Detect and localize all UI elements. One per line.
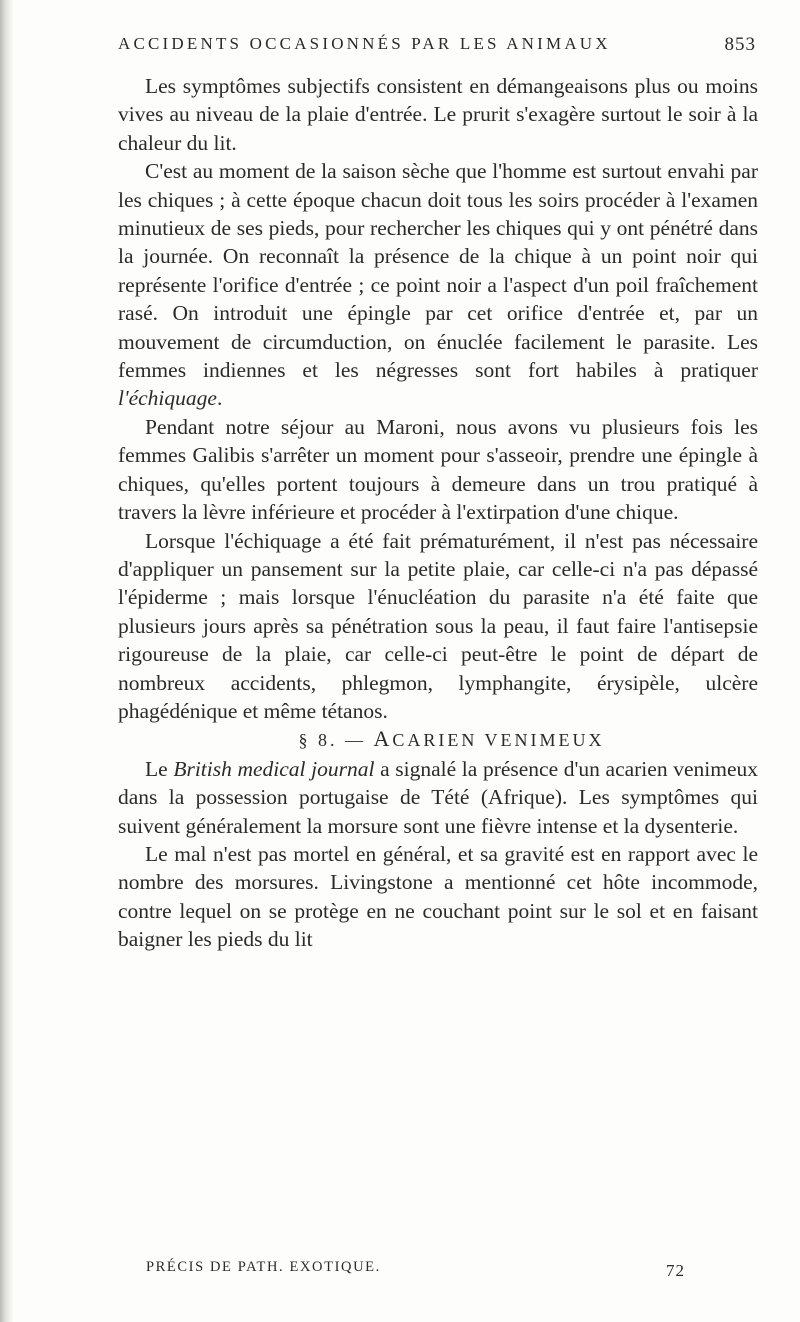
paragraph-british-journal-start: Le xyxy=(145,756,174,781)
term-echiquage: l'échiquage xyxy=(118,386,217,411)
running-head xyxy=(118,34,756,60)
section-number: § 8. xyxy=(298,730,338,751)
paragraph-dry-season-end: . xyxy=(216,386,223,411)
journal-title: British medical journal xyxy=(173,756,375,781)
running-title: ACCIDENTS OCCASIONNÉS PAR LES ANIMAUX xyxy=(118,34,611,53)
paragraph-echiquage-treatment: Lorsque l'échiquage a été fait prématurément, il n'est pas nécessaire d'appliquer un pansement sur la petite plaie, car celle-ci n'a pas dépassé l'épiderme ; mais lorsque l'énucléation du parasite n'a été faite que plusieurs jours après sa pénétration sous la peau, il faut faire l'antisepsie rigoureuse de la plaie, car celle-ci peut-être le point de départ de nombreux accidents, phlegmon, lymphangite, érysipèle, ulcère phagédénique et même tétanos. xyxy=(118,528,758,723)
page-number: 853 xyxy=(724,34,756,55)
paragraph-dry-season xyxy=(118,157,758,413)
paragraph-british-journal xyxy=(118,755,758,840)
paragraph-symptoms: Les symptômes subjectifs consistent en démangeaisons plus ou moins vives au niveau de la plaie d'entrée. Le prurit s'exagère surtout le soir à la chaleur du lit. xyxy=(118,74,758,155)
paragraph-maroni: Pendant notre séjour au Maroni, nous avons vu plusieurs fois les femmes Galibis s'arrêter un moment pour s'asseoir, prendre une épingle à chiques, qu'elles portent toujours à demeure dans un trou pratiqué à travers la lèvre inférieure et procéder à l'extirpation d'une chique. xyxy=(118,414,758,525)
paragraph-british-journal-text: a signalé la présence d'un acarien venimeux dans la possession portugaise de Tété (Afrique). Les symptômes qui suivent généralement la morsure sont une fièvre intense et la dysenterie. xyxy=(118,756,758,838)
body-text xyxy=(118,72,758,954)
paragraph-gravity: Le mal n'est pas mortel en général, et sa gravité est en rapport avec le nombre des morsures. Livingstone a mentionné cet hôte incommode, contre lequel on se protège en ne couchant point sur le sol et en faisant baigner les pieds du lit xyxy=(118,841,758,952)
section-title: CARIEN VENIMEUX xyxy=(392,730,605,751)
page-binding-shadow xyxy=(0,0,14,1322)
page-footer xyxy=(146,1259,758,1283)
paragraph-dry-season-text: C'est au moment de la saison sèche que l'homme est surtout envahi par les chiques ; à cette époque chacun doit tous les soirs procéder à l'examen minutieux de ses pieds, pour rechercher les chiques qui y ont pénétré dans la journée. On reconnaît la présence de la chique à un point noir qui représente l'orifice d'entrée ; ce point noir a l'aspect d'un poil fraîchement rasé. On introduit une épingle par cet orifice d'entrée et, par un mouvement de circumduction, on énuclée facilement le parasite. Les femmes indiennes et les négresses sont fort habiles à pratiquer xyxy=(118,159,758,383)
signature-mark: 72 xyxy=(666,1261,685,1280)
section-title-initial: A xyxy=(373,726,393,752)
section-dash: — xyxy=(344,730,366,751)
section-heading xyxy=(118,725,758,754)
footer-label: PRÉCIS DE PATH. EXOTIQUE. xyxy=(146,1259,381,1275)
